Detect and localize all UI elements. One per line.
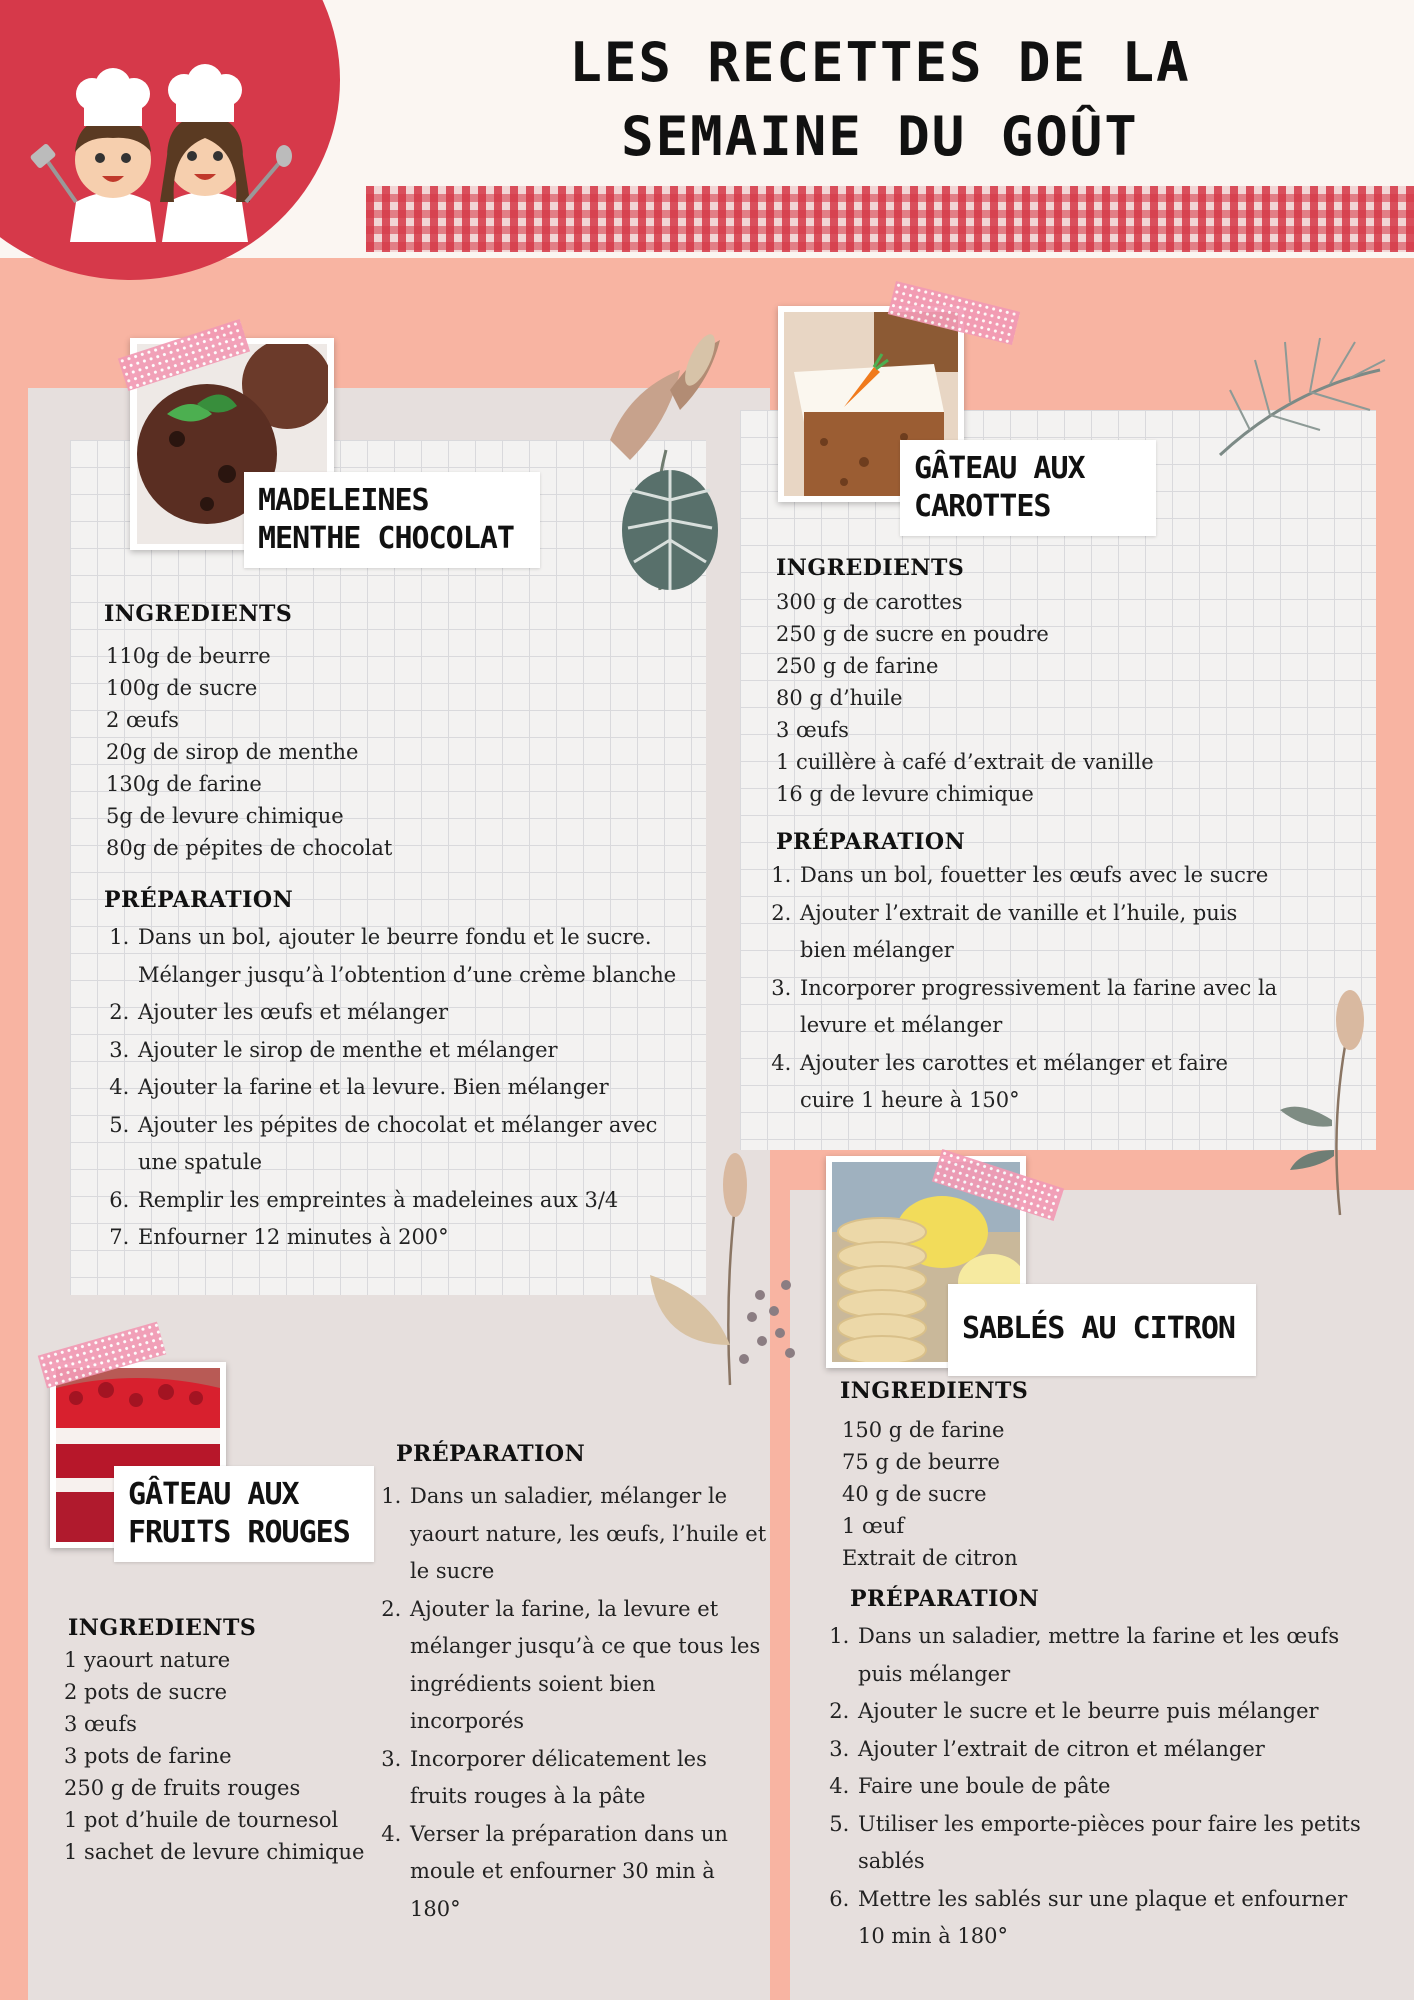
- gingham-ribbon: [366, 186, 1414, 252]
- madeleines-title: [244, 472, 540, 568]
- list-item: 1. Dans un bol, ajouter le beurre fondu et le sucre. Mélanger jusqu’à l’obtention d’une crème blanche: [136, 919, 690, 994]
- list-item: 5. Ajouter les pépites de chocolat et mélanger avec une spatule: [136, 1107, 690, 1182]
- title-line-1: LES RECETTES DE LA: [569, 31, 1191, 94]
- list-item: 4. Verser la préparation dans un moule et enfourner 30 min à 180°: [408, 1816, 768, 1929]
- list-item: 3 œufs: [64, 1712, 137, 1736]
- carottes-title-line-1: GÂTEAU AUX: [914, 451, 1085, 486]
- list-item: Extrait de citron: [842, 1546, 1018, 1570]
- list-item: 4. Ajouter la farine et la levure. Bien mélanger: [136, 1069, 690, 1107]
- list-item: 3. Incorporer progressivement la farine avec la levure et mélanger: [798, 970, 1288, 1045]
- list-item: 5. Utiliser les emporte-pièces pour faire les petits sablés: [856, 1806, 1366, 1881]
- list-item: 2. Ajouter les œufs et mélanger: [136, 994, 690, 1032]
- madeleines-preparation-title: PRÉPARATION: [104, 887, 294, 913]
- list-item: 2 pots de sucre: [64, 1680, 228, 1704]
- list-item: 1 œuf: [842, 1514, 905, 1538]
- list-item: 16 g de levure chimique: [776, 782, 1034, 806]
- list-item: 2 œufs: [106, 708, 179, 732]
- list-item: 150 g de farine: [842, 1418, 1005, 1442]
- carottes-title: [900, 440, 1156, 536]
- palm-leaf-icon: [1210, 330, 1390, 460]
- list-item: 75 g de beurre: [842, 1450, 1000, 1474]
- list-item: 4. Ajouter les carottes et mélanger et faire cuire 1 heure à 150°: [798, 1045, 1288, 1120]
- list-item: 2. Ajouter la farine, la levure et mélanger jusqu’à ce que tous les ingrédients soient bien incorporés: [408, 1591, 768, 1741]
- sables-ingredients-title: INGREDIENTS: [840, 1378, 1029, 1404]
- fruits-rouges-title-line-2: FRUITS ROUGES: [128, 1515, 350, 1550]
- list-item: 250 g de sucre en poudre: [776, 622, 1049, 646]
- list-item: 2. Ajouter le sucre et le beurre puis mélanger: [856, 1693, 1366, 1731]
- list-item: 3. Ajouter l’extrait de citron et mélanger: [856, 1731, 1366, 1769]
- fruits-rouges-preparation-title: PRÉPARATION: [396, 1441, 586, 1467]
- list-item: 250 g de fruits rouges: [64, 1776, 301, 1800]
- list-item: 6. Mettre les sablés sur une plaque et enfourner 10 min à 180°: [856, 1881, 1366, 1956]
- list-item: 7. Enfourner 12 minutes à 200°: [136, 1219, 690, 1257]
- madeleines-ingredients-title: INGREDIENTS: [104, 601, 293, 627]
- madeleines-title-line-1: MADELEINES: [258, 483, 429, 518]
- list-item: 80 g d’huile: [776, 686, 903, 710]
- sables-steps-list: [826, 1618, 1366, 1956]
- page-title: [490, 26, 1270, 174]
- list-item: 100g de sucre: [106, 676, 258, 700]
- fruits-rouges-steps-list: [378, 1478, 768, 1928]
- list-item: 300 g de carottes: [776, 590, 963, 614]
- list-item: 1. Dans un saladier, mettre la farine et les œufs puis mélanger: [856, 1618, 1366, 1693]
- madeleines-steps-list: [106, 919, 690, 1257]
- carottes-steps-list: [768, 857, 1288, 1120]
- sables-ingredients-list: [842, 1414, 1018, 1574]
- list-item: 6. Remplir les empreintes à madeleines aux 3/4: [136, 1182, 690, 1220]
- chef-kids-icon: [18, 52, 298, 242]
- fruits-rouges-title-line-1: GÂTEAU AUX: [128, 1477, 299, 1512]
- monstera-leaf-icon: [570, 330, 730, 600]
- carottes-ingredients-title: INGREDIENTS: [776, 555, 965, 581]
- carottes-ingredients-list: [776, 586, 1154, 810]
- list-item: 3 œufs: [776, 718, 849, 742]
- fruits-rouges-ingredients-title: INGREDIENTS: [68, 1615, 257, 1641]
- list-item: 1 sachet de levure chimique: [64, 1840, 365, 1864]
- list-item: 3. Ajouter le sirop de menthe et mélanger: [136, 1032, 690, 1070]
- carottes-preparation-title: PRÉPARATION: [776, 829, 966, 855]
- list-item: 250 g de farine: [776, 654, 939, 678]
- list-item: 1. Dans un bol, fouetter les œufs avec le sucre: [798, 857, 1288, 895]
- list-item: 1. Dans un saladier, mélanger le yaourt nature, les œufs, l’huile et le sucre: [408, 1478, 768, 1591]
- sables-title: [948, 1284, 1256, 1376]
- sables-preparation-title: PRÉPARATION: [850, 1586, 1040, 1612]
- list-item: 4. Faire une boule de pâte: [856, 1768, 1366, 1806]
- fruits-rouges-title: [114, 1466, 374, 1562]
- list-item: 3 pots de farine: [64, 1744, 232, 1768]
- madeleines-ingredients-list: [106, 640, 392, 864]
- fruits-rouges-ingredients-list: [64, 1644, 364, 1868]
- carottes-title-line-2: CAROTTES: [914, 489, 1051, 524]
- list-item: 20g de sirop de menthe: [106, 740, 359, 764]
- list-item: 3. Incorporer délicatement les fruits rouges à la pâte: [408, 1741, 768, 1816]
- list-item: 40 g de sucre: [842, 1482, 987, 1506]
- list-item: 1 pot d’huile de tournesol: [64, 1808, 339, 1832]
- list-item: 80g de pépites de chocolat: [106, 836, 393, 860]
- madeleines-title-line-2: MENTHE CHOCOLAT: [258, 521, 514, 556]
- list-item: 5g de levure chimique: [106, 804, 344, 828]
- list-item: 1 yaourt nature: [64, 1648, 231, 1672]
- list-item: 1 cuillère à café d’extrait de vanille: [776, 750, 1154, 774]
- list-item: 2. Ajouter l’extrait de vanille et l’huile, puis bien mélanger: [798, 895, 1288, 970]
- sables-title-text: SABLÉS AU CITRON: [962, 1311, 1235, 1346]
- title-line-2: SEMAINE DU GOÛT: [621, 105, 1139, 168]
- list-item: 110g de beurre: [106, 644, 271, 668]
- list-item: 130g de farine: [106, 772, 262, 796]
